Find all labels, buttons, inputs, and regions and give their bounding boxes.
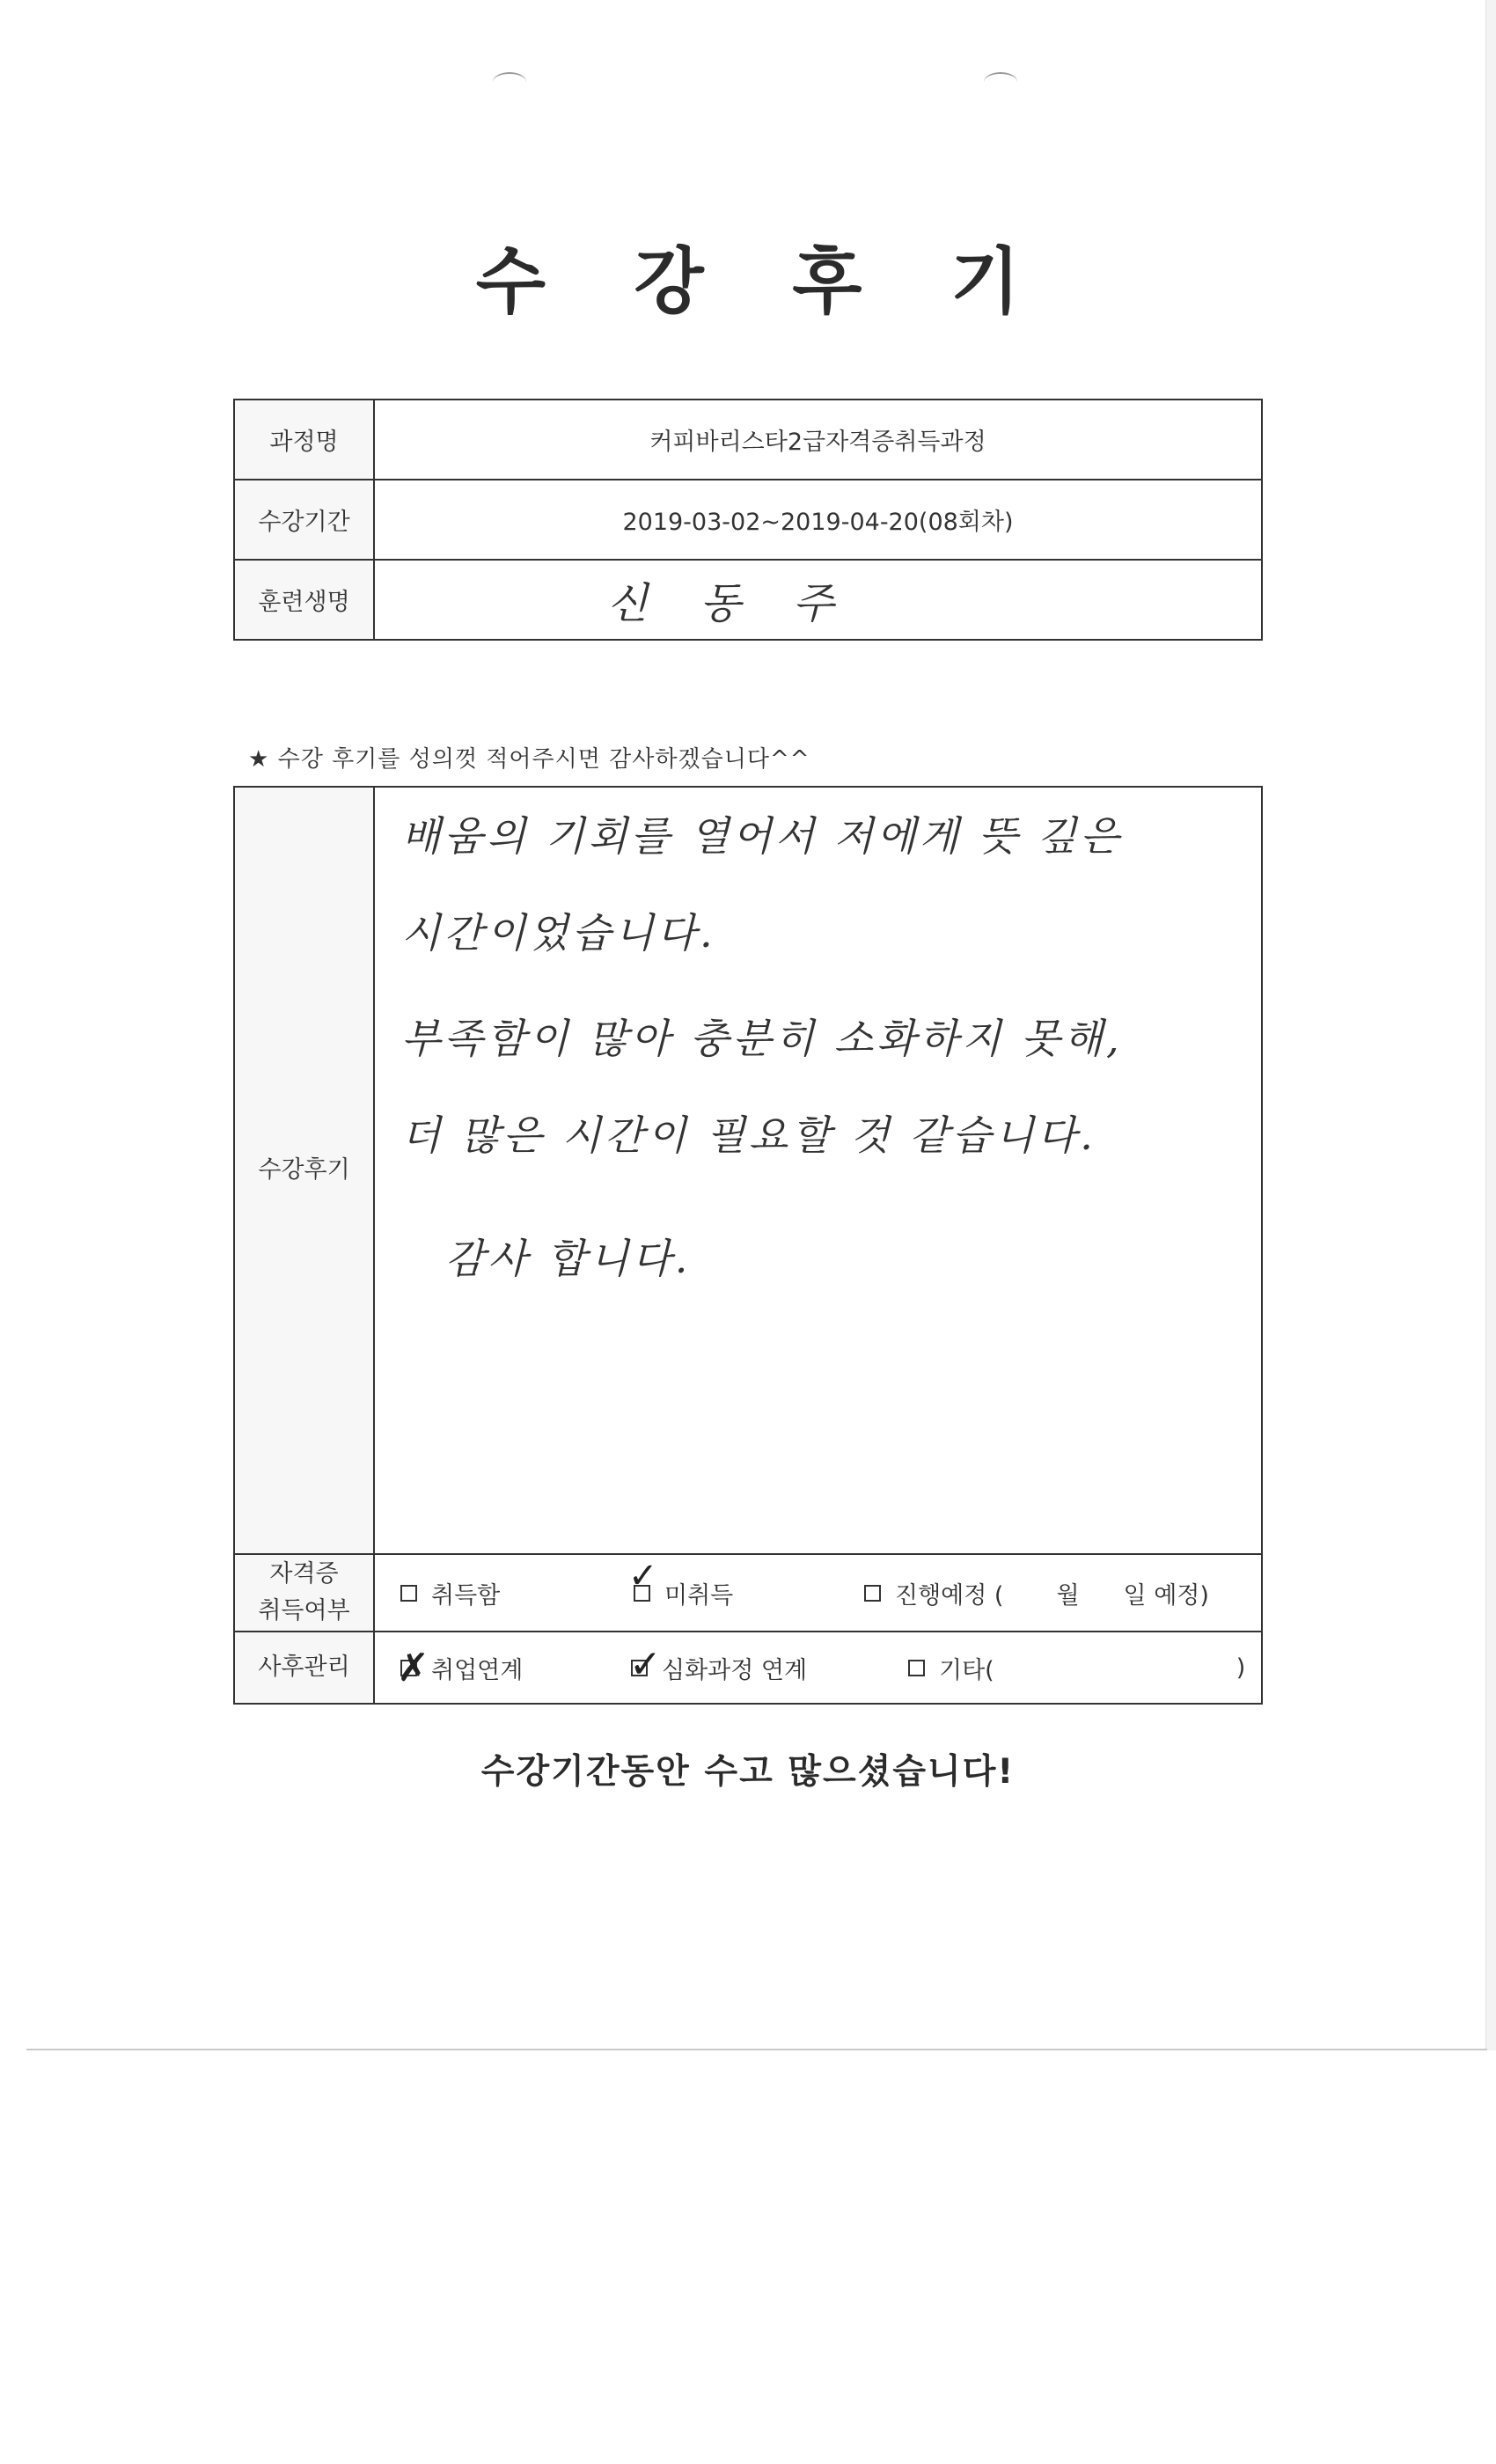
qualification-options bbox=[374, 1554, 1262, 1632]
period-value: 2019-03-02~2019-04-20(08회차) bbox=[374, 480, 1262, 560]
trainee-name-handwritten: 신 동 주 bbox=[606, 579, 854, 628]
option-acquired-label: 취득함 bbox=[431, 1581, 501, 1610]
review-line-4: 더 많은 시간이 필요할 것 같습니다. bbox=[401, 1111, 1096, 1159]
checkbox-acquired[interactable] bbox=[400, 1585, 417, 1602]
period-row bbox=[234, 480, 1262, 560]
aftercare-options bbox=[374, 1632, 1262, 1704]
cross-mark-icon: ✗ bbox=[397, 1645, 429, 1690]
instruction-note: ★ 수강 후기를 성의껏 적어주시면 감사하겠습니다^^ bbox=[248, 746, 810, 773]
option-job-link[interactable] bbox=[397, 1645, 631, 1690]
checkbox-not-acquired[interactable] bbox=[628, 1555, 658, 1602]
qualification-row bbox=[234, 1554, 1262, 1632]
option-advanced-course-label: 심화과정 연계 bbox=[662, 1656, 808, 1684]
option-other-close: ) bbox=[1236, 1654, 1246, 1682]
option-in-progress[interactable] bbox=[864, 1576, 1209, 1610]
trainee-name-label: 훈련생명 bbox=[234, 560, 374, 640]
qualification-label bbox=[234, 1554, 374, 1632]
checkbox-job-link[interactable] bbox=[397, 1645, 429, 1690]
option-not-acquired[interactable] bbox=[628, 1555, 864, 1610]
option-job-link-label: 취업연계 bbox=[431, 1656, 524, 1684]
course-name-value: 커피바리스타2급자격증취득과정 bbox=[374, 400, 1262, 480]
option-day-label: 일 예정) bbox=[1123, 1581, 1209, 1610]
qualification-label-line2: 취득여부 bbox=[258, 1597, 350, 1624]
punch-hole-left bbox=[493, 72, 526, 92]
review-table bbox=[233, 786, 1263, 1705]
course-info-table bbox=[233, 399, 1263, 641]
checkbox-in-progress[interactable] bbox=[864, 1585, 881, 1602]
page-title: 수 강 후 기 bbox=[475, 240, 1052, 324]
page-bottom-edge bbox=[26, 2049, 1487, 2050]
option-month-label: 월 bbox=[1056, 1581, 1080, 1610]
checkbox-other[interactable] bbox=[908, 1660, 925, 1676]
option-other-label: 기타( bbox=[939, 1656, 994, 1684]
check-mark-icon: ✓ bbox=[628, 1555, 658, 1596]
option-not-acquired-label: 미취득 bbox=[664, 1581, 734, 1610]
trainee-row bbox=[234, 560, 1262, 640]
closing-message: 수강기간동안 수고 많으셨습니다! bbox=[480, 1752, 1016, 1792]
aftercare-label: 사후관리 bbox=[234, 1632, 374, 1704]
option-advanced-course[interactable] bbox=[629, 1641, 908, 1687]
checkbox-advanced-course[interactable] bbox=[629, 1641, 662, 1687]
option-in-progress-label: 진행예정 ( bbox=[895, 1581, 1004, 1610]
review-label: 수강후기 bbox=[234, 787, 374, 1554]
review-line-2: 시간이었습니다. bbox=[401, 909, 716, 957]
option-acquired[interactable] bbox=[400, 1576, 634, 1610]
review-line-5: 감사 합니다. bbox=[445, 1235, 692, 1282]
review-line-1: 배움의 기회를 열어서 저에게 뜻 깊은 bbox=[401, 812, 1123, 860]
check-mark-icon: ✓ bbox=[629, 1641, 662, 1687]
trainee-name-cell bbox=[374, 560, 1262, 640]
period-label: 수강기간 bbox=[234, 480, 374, 560]
punch-hole-right bbox=[984, 72, 1017, 92]
course-row bbox=[234, 400, 1262, 480]
course-name-label: 과정명 bbox=[234, 400, 374, 480]
qualification-label-line1: 자격증 bbox=[269, 1560, 339, 1588]
review-line-3: 부족함이 많아 충분히 소화하지 못해, bbox=[401, 1015, 1123, 1062]
aftercare-row bbox=[234, 1632, 1262, 1704]
review-row bbox=[234, 787, 1262, 1554]
option-other[interactable] bbox=[908, 1651, 1245, 1685]
review-text-area bbox=[374, 787, 1262, 1554]
